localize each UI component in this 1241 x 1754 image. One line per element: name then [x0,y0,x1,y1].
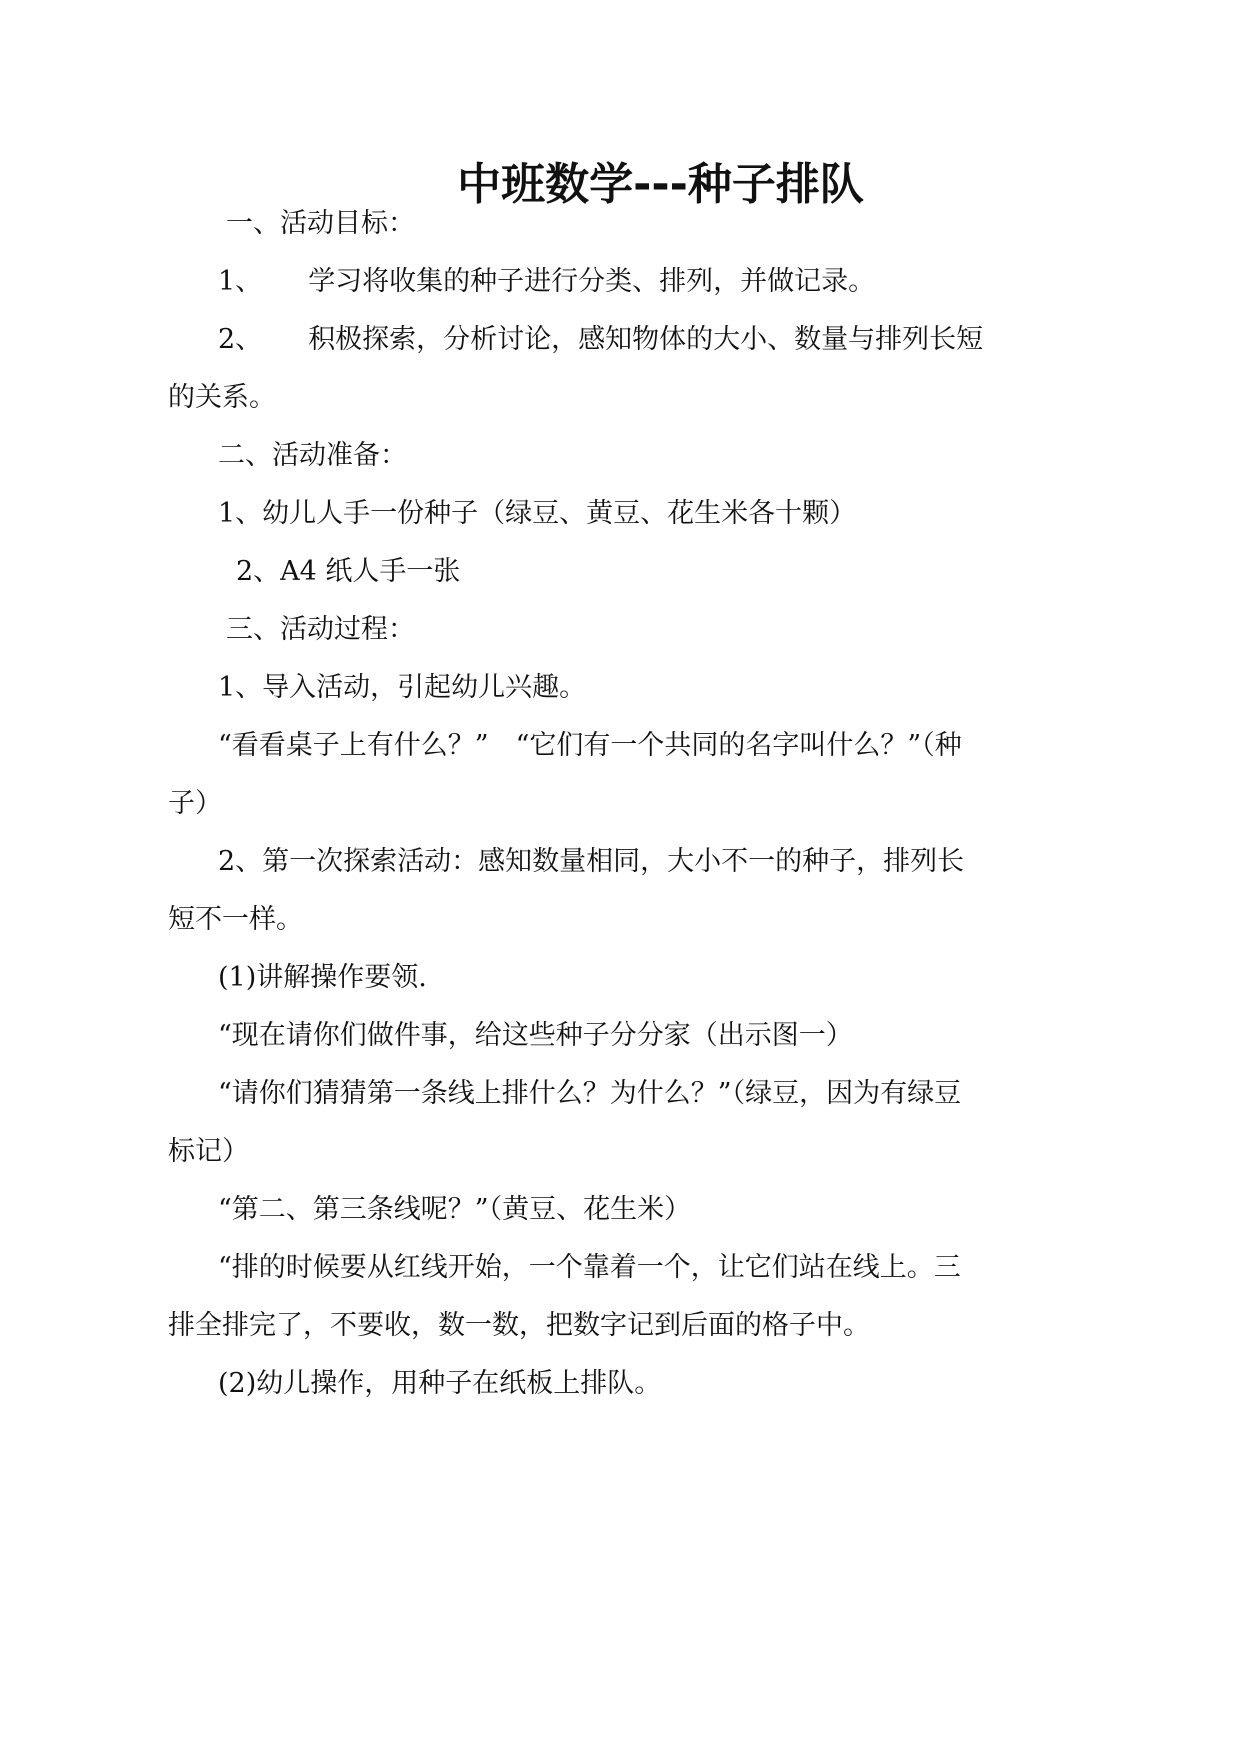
process-substep-2: (2)幼儿操作，用种子在纸板上排队。 [218,1368,662,1399]
process-step-1-dialogue: “看看桌子上有什么？” “它们有一个共同的名字叫什么？”（种 [218,730,962,761]
section-heading-process: 三、活动过程： [226,614,415,645]
goal-item-1-text: 学习将收集的种子进行分类、排列，并做记录。 [308,266,876,297]
goal-item-2-text: 积极探索，分析讨论，感知物体的大小、数量与排列长短 [308,324,984,355]
preparation-item-1: 1、幼儿人手一份种子（绿豆、黄豆、花生米各十颗） [218,498,857,529]
goal-item-2 [218,320,983,360]
process-step-1: 1、导入活动，引起幼儿兴趣。 [218,672,587,703]
goal-item-2-continued: 的关系。 [168,382,276,413]
process-step-2: 2、第一次探索活动：感知数量相同，大小不一的种子，排列长 [218,846,965,877]
process-substep-1-dialogue-b-continued: 标记） [168,1136,249,1167]
process-substep-1-dialogue-a: “现在请你们做件事，给这些种子分分家（出示图一） [218,1020,853,1051]
process-substep-1-dialogue-b: “请你们猜猜第一条线上排什么？为什么？”（绿豆，因为有绿豆 [218,1078,962,1109]
section-heading-goals: 一、活动目标： [226,208,415,239]
process-substep-1: (1)讲解操作要领. [218,962,427,993]
goal-item-1 [218,262,875,302]
section-heading-preparation: 二、活动准备： [218,440,407,471]
process-substep-1-dialogue-c: “第二、第三条线呢？”（黄豆、花生米） [218,1194,692,1225]
process-step-1-dialogue-continued: 子） [168,788,222,819]
goal-item-2-number: 2、 [218,324,263,355]
goal-item-1-number: 1、 [218,266,263,297]
process-substep-1-dialogue-d: “排的时候要从红线开始，一个靠着一个，让它们站在线上。三 [218,1252,961,1283]
preparation-item-2: 2、A4 纸人手一张 [236,556,461,587]
process-step-2-continued: 短不一样。 [168,904,303,935]
process-substep-1-dialogue-d-continued: 排全排完了，不要收，数一数，把数字记到后面的格子中。 [168,1310,870,1341]
document-title: 中班数学---种子排队 [457,159,864,210]
